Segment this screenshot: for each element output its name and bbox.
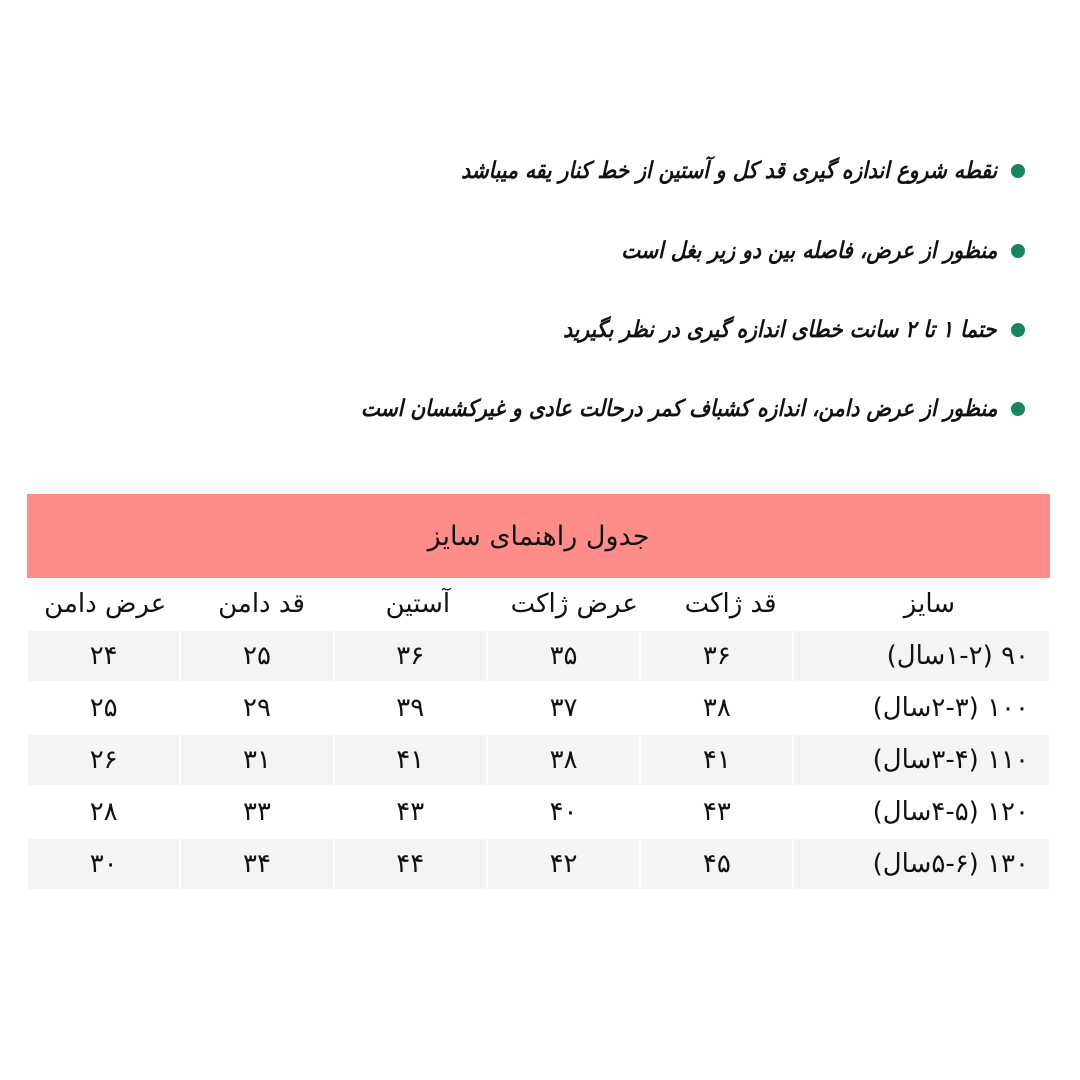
size-cell: ۱۰۰ (۲-۳سال)	[794, 683, 1049, 733]
table-cell: ۲۵	[28, 683, 179, 733]
table-row	[27, 734, 1050, 786]
size-cell: ۱۲۰ (۴-۵سال)	[794, 787, 1049, 837]
bullet-icon	[1011, 323, 1025, 337]
note-text: منظور از عرض، فاصله بین دو زیر بغل است	[620, 238, 997, 264]
size-cell: ۱۱۰ (۳-۴سال)	[794, 735, 1049, 785]
table-cell: ۳۶	[641, 631, 792, 681]
table-title: جدول راهنمای سایز	[27, 494, 1050, 578]
table-cell: ۲۸	[28, 787, 179, 837]
table-header-row	[27, 578, 1050, 630]
table-cell: ۴۰	[488, 787, 639, 837]
table-cell: ۴۴	[335, 839, 486, 889]
note-text: نقطه شروع اندازه گیری قد کل و آستین از خط کنار یقه میباشد	[460, 158, 997, 184]
table-row	[27, 838, 1050, 890]
bullet-icon	[1011, 164, 1025, 178]
table-cell: ۴۳	[335, 787, 486, 837]
table-cell: ۳۶	[335, 631, 486, 681]
size-table	[27, 494, 1050, 890]
table-cell: ۳۴	[181, 839, 332, 889]
bullet-icon	[1011, 244, 1025, 258]
size-cell: ۹۰ (۱-۲سال)	[794, 631, 1049, 681]
note-item	[570, 238, 1025, 264]
table-cell: ۴۵	[641, 839, 792, 889]
table-cell: ۳۸	[641, 683, 792, 733]
table-cell: ۳۹	[335, 683, 486, 733]
table-cell: ۳۷	[488, 683, 639, 733]
table-cell: ۲۹	[181, 683, 332, 733]
table-cell: ۴۱	[641, 735, 792, 785]
table-cell: ۲۴	[28, 631, 179, 681]
table-cell: ۲۵	[181, 631, 332, 681]
note-text: منظور از عرض دامن، اندازه کشباف کمر درحالت عادی و غیرکشسان است	[360, 396, 997, 422]
column-header: قد دامن	[184, 579, 338, 629]
table-cell: ۲۶	[28, 735, 179, 785]
table-cell: ۳۱	[181, 735, 332, 785]
note-item	[388, 158, 1025, 184]
table-cell: ۳۳	[181, 787, 332, 837]
table-cell: ۴۳	[641, 787, 792, 837]
note-text: حتما ۱ تا ۲ سانت خطای اندازه گیری در نظر بگیرید	[563, 317, 997, 343]
size-cell: ۱۳۰ (۵-۶سال)	[794, 839, 1049, 889]
table-row	[27, 682, 1050, 734]
column-header: عرض ژاکت	[497, 579, 651, 629]
column-header: عرض دامن	[28, 579, 182, 629]
table-row	[27, 786, 1050, 838]
note-item	[504, 317, 1025, 343]
table-row	[27, 630, 1050, 682]
table-cell: ۴۱	[335, 735, 486, 785]
table-cell: ۳۵	[488, 631, 639, 681]
column-header: آستین	[341, 579, 495, 629]
table-cell: ۳۰	[28, 839, 179, 889]
column-header: سایز	[810, 579, 1049, 629]
column-header: قد ژاکت	[653, 579, 807, 629]
table-cell: ۴۲	[488, 839, 639, 889]
bullet-icon	[1011, 402, 1025, 416]
table-cell: ۳۸	[488, 735, 639, 785]
note-item	[274, 396, 1025, 422]
